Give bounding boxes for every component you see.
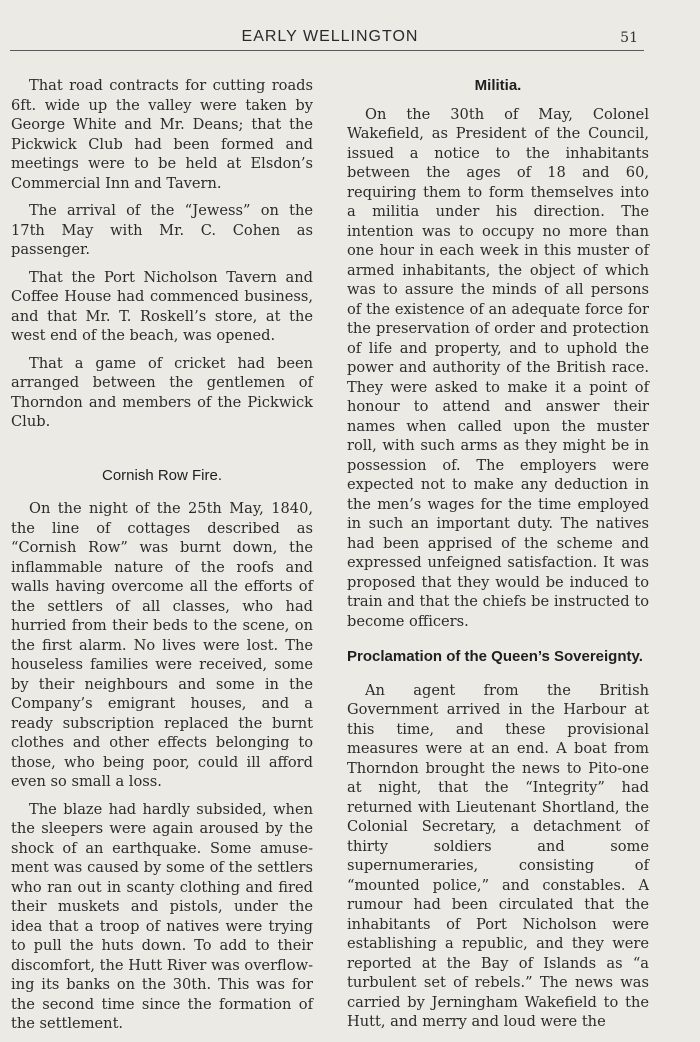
- paragraph-jewess-arrival: The arrival of the “Jewess” on the 17th May with Mr. C. Cohen as passenger.: [11, 202, 313, 258]
- left-column: [11, 76, 313, 1042]
- section-gap: [11, 440, 313, 466]
- page-number: 51: [620, 30, 638, 46]
- paragraph-tavern-store: That the Port Nicholson Tavern and Coffee House had commenced business, and that Mr. T. Roskell’s store, at the west end of the beach, was opened.: [11, 268, 313, 344]
- right-column: [347, 76, 649, 1040]
- header-rule: [10, 50, 644, 51]
- section-gap: [347, 639, 649, 647]
- paragraph-militia: On the 30th of May, Colonel Wakefield, as President of the Council, issued a notice to the inhabitants between the ages of 18 and 60, requiring them to form themselves into a militia under his direction. The intention was to occupy no more than one hour in each week in this muster of armed inhabitants, the object of which was to assure the minds of all persons of the existence of an adequate force for the preservation of order and protection of life and property, and to uphold the power and authority of the British race. They were asked to make it a point of honour to attend and answer their names when called upon the muster roll, with such arms as they might be in possession of. The employers were expected not to make any deduction in the men’s wages for the time employed in such an important duty. The natives had been apprised of the scheme and expressed unfeigned satisfaction. It was proposed that they would be induced to train and that the chiefs be instructed to become officers.: [347, 105, 649, 630]
- paragraph-fire-account: On the night of the 25th May, 1840, the line of cottages described as “Cornish Row” was burnt down, the inflammable nature of the roofs and walls having overcome all the efforts of the settlers of all classes, who had hurried from their beds to the scene, on the first alarm. No lives were lost. The houseless families were received, some by their neighbours and some in the Company’s emigrant houses, and a ready subscription replaced the burnt clothes and other effects belonging to those, who being poor, could ill afford even so small a loss.: [11, 500, 313, 790]
- paragraph-proclamation: An agent from the British Government arrived in the Harbour at this time, and these provisional measures were at an end. A boat from Thorndon brought the news to Pito-one at night, that the “Integrity” had returned with Lieutenant Shortland, the Colonial Secretary, a detachment of thirty soldiers and some supernumeraries, consisting of “mounted police,” and constables. A rumour had been circulated that the inhabitants of Port Nicholson were establishing a republic, and they were reported at the Bay of Islands as “a turbulent set of rebels.” The news was carried by Jerningham Wakefield to the Hutt, and merry and loud were the: [347, 681, 649, 1030]
- heading-proclamation: Proclamation of the Queen’s Sovereignty.: [347, 648, 643, 665]
- heading-militia: Militia.: [474, 77, 522, 94]
- paragraph-road-contracts: That road contracts for cutting roads 6ft. wide up the valley were taken by George White and Mr. Deans; that the Pickwick Club had been formed and meetings were to be held at Elsdon’s Commercial Inn and Tavern.: [11, 77, 313, 192]
- heading-cornish-row-fire: Cornish Row Fire.: [101, 466, 223, 484]
- page-header: [10, 26, 650, 50]
- paragraph-cricket-game: That a game of cricket had been arranged between the gentlemen of Thorndon and members of the Pickwick Club.: [11, 354, 313, 430]
- paragraph-earthquake: The blaze had hardly subsided, when the sleepers were again aroused by the shock of an earthquake. Some amusement was caused by some of the settlers who ran out in scanty clothing and fired their muskets and pistols, under the idea that a troop of natives were trying to pull the huts down. To add to their discomfort, the Hutt River was overflowing its banks on the 30th. This was for the second time since the formation of the settlement.: [11, 800, 313, 1032]
- running-title: EARLY WELLINGTON: [241, 28, 419, 45]
